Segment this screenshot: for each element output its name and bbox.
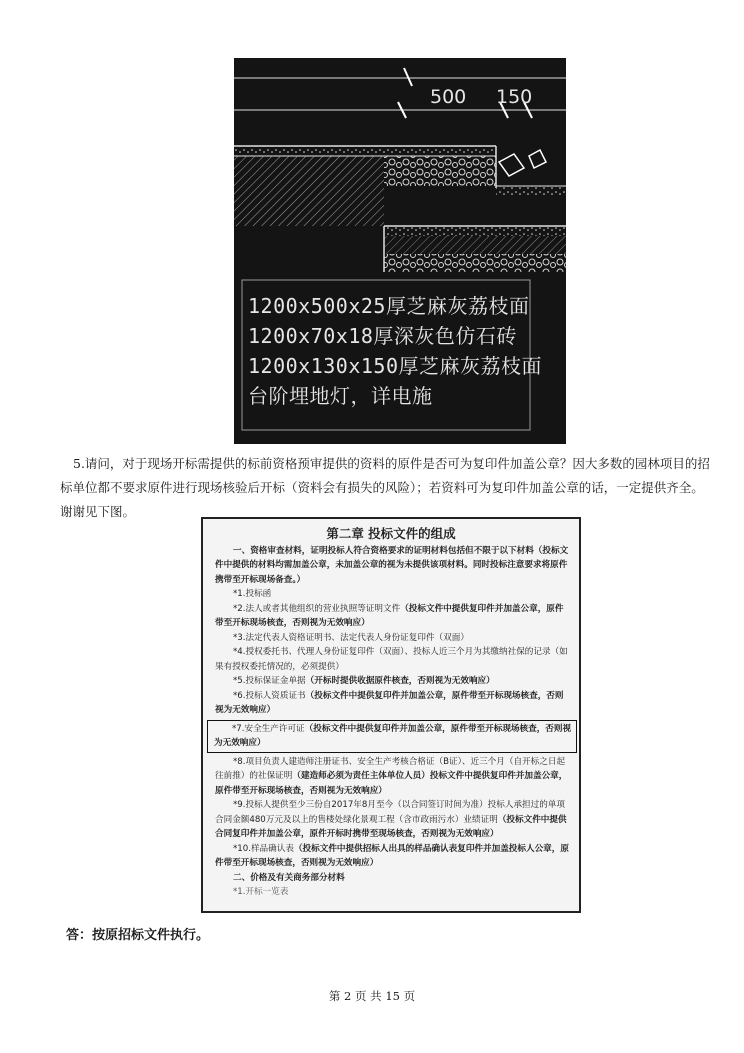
list-item: *1.开标一览表 <box>233 887 289 897</box>
answer-text: 答：按原招标文件执行。 <box>66 928 210 943</box>
list-item: *1.投标函 <box>233 589 272 599</box>
list-item: *3.法定代表人资格证明书、法定代表人身份证复印件（双面） <box>233 632 469 643</box>
cad-note-2: 1200x70x18厚深灰色仿石砖 <box>248 324 517 348</box>
list-item: *10.样品确认表（投标文件中提供招标人出具的样品确认表复印件并加盖投标人公章，原件带至开标现场核查，否则视为无效响应） <box>215 843 569 868</box>
list-item: *9.投标人提供至少三份自2017年8月至今（以合同签订时间为准）投标人承担过的单项合同金额480万元及以上的售楼处绿化景观工程（含市政雨污水）业绩证明（投标文件中提供合同复印件并加盖公章，原件开标时携带至现场核查，否则视为无效响应） <box>215 800 567 839</box>
list-item: *8.项目负责人建造师注册证书、安全生产考核合格证（B证）、近三个月（自开标之日起往前推）的社保证明（建造师必须为责任主体单位人员）投标文件中提供复印件并加盖公章，原件带至开标现场核查，否则视为无效响应） <box>215 756 568 796</box>
cad-dimension-150: 150 <box>496 86 533 108</box>
page-footer: 第 2 页 共 15 页 <box>328 989 416 1003</box>
cad-note-1: 1200x500x25厚芝麻灰荔枝面 <box>248 294 530 318</box>
cad-note-4: 台阶埋地灯，详电施 <box>248 384 433 408</box>
list-item: *2.法人或者其他组织的营业执照等证明文件（投标文件中提供复印件并加盖公章，原件带至开标现场核查，否则视为无效响应） <box>215 603 564 628</box>
section-2-lead: 二、价格及有关商务部分材料 <box>233 872 345 883</box>
list-item: *5.投标保证金单据（开标时提供收据原件核查，否则视为无效响应） <box>233 676 495 686</box>
list-item: *6.投标人资质证书（投标文件中提供复印件并加盖公章，原件带至开标现场核查，否则视为无效响应） <box>215 690 564 715</box>
question-paragraph: 5.请问，对于现场开标需提供的标前资格预审提供的资料的原件是否可为复印件加盖公章？因大多数的园林项目的招标单位都不要求原件进行现场核验后开标（资料会有损失的风险）；若资料可为复印件加盖公章的话，一定提供齐全。谢谢见下图。 <box>60 456 710 519</box>
scanned-document-excerpt <box>201 517 581 913</box>
cad-note-3: 1200x130x150厚芝麻灰荔枝面 <box>248 354 542 378</box>
cad-dimension-500: 500 <box>430 86 467 108</box>
section-1-lead: 一、资格审查材料，证明投标人符合资格要求的证明材料包括但不限于以下材料（投标文件中提供的材料均需加盖公章，未加盖公章的视为未提供该项材料。同时投标注意要求将原件携带至开标现场备查。） <box>215 545 569 585</box>
chapter-title: 第二章 投标文件的组成 <box>326 526 456 541</box>
cad-drawing-image <box>234 58 566 444</box>
highlighted-list-item: *7.安全生产许可证（投标文件中提供复印件并加盖公章，原件带至开标现场核查，否则视为无效响应） <box>207 720 577 753</box>
list-item: *4.授权委托书、代理人身份证复印件（双面）、投标人近三个月为其缴纳社保的记录（如果有授权委托情况的，必须提供） <box>215 647 568 672</box>
